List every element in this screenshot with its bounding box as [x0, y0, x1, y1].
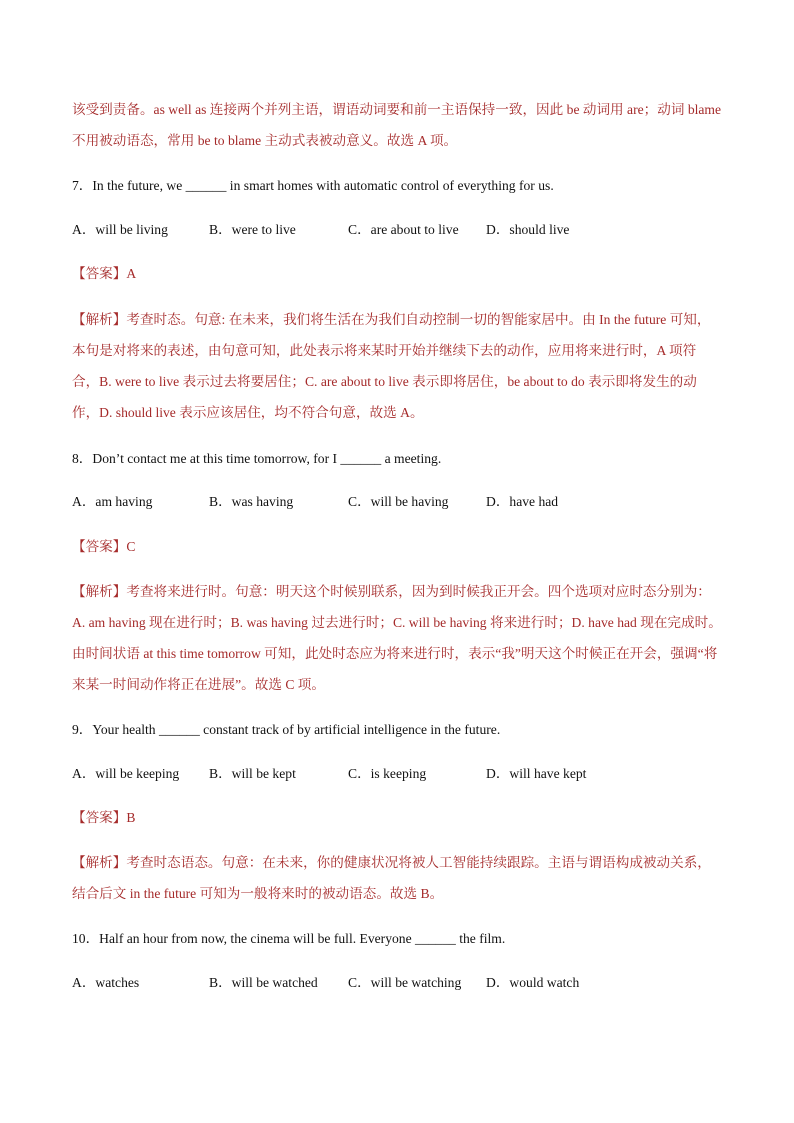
- q9-option-a: A．will be keeping: [72, 766, 180, 781]
- q9-option-d: D．will have kept: [486, 766, 587, 781]
- question-8-answer: [72, 537, 732, 557]
- q7-analysis-line-2: 本句是对将来的表述，由句意可知，此处表示将来某时开始并继续下去的动作，应用将来进行时，A 项符: [72, 343, 697, 358]
- answer-value: A: [126, 266, 137, 281]
- answer-value: B: [126, 810, 136, 825]
- answer-label: 【答案】: [72, 266, 127, 281]
- q8-option-b: B．was having: [209, 494, 294, 509]
- question-7-stem: 7．In the future, we ______ in smart homes with automatic control of everything for us.: [72, 178, 554, 193]
- question-9-answer: [72, 808, 732, 828]
- q8-option-a: A．am having: [72, 494, 153, 509]
- q8-analysis-line-1: 【解析】考查将来进行时。句意：明天这个时候别联系，因为到时候我正开会。四个选项对应时态分别为：: [72, 584, 711, 599]
- q7-option-c: C．are about to live: [348, 222, 459, 237]
- answer-value: C: [126, 539, 136, 554]
- q8-option-c: C．will be having: [348, 494, 449, 509]
- q7-option-a: A．will be living: [72, 222, 168, 237]
- q9-option-b: B．will be kept: [209, 766, 296, 781]
- q9-option-c: C．is keeping: [348, 766, 427, 781]
- answer-label: 【答案】: [72, 539, 127, 554]
- q8-option-d: D．have had: [486, 494, 559, 509]
- q9-analysis-line-1: 【解析】考查时态语态。句意：在未来，你的健康状况将被人工智能持续跟踪。主语与谓语构成被动关系，: [72, 855, 711, 870]
- q7-analysis-line-1: 【解析】考查时态。句意: 在未来，我们将生活在为我们自动控制一切的智能家居中。由 In the future 可知，: [72, 312, 711, 327]
- question-9-stem: 9．Your health ______ constant track of by artificial intelligence in the future.: [72, 722, 501, 737]
- q8-analysis-line-4: 来某一时间动作将正在进展”。故选 C 项。: [72, 677, 325, 692]
- q10-option-b: B．will be watched: [209, 975, 318, 990]
- q7-option-d: D．should live: [486, 222, 570, 237]
- question-7-answer: [72, 264, 732, 284]
- question-10-stem: 10．Half an hour from now, the cinema will be full. Everyone ______ the film.: [72, 931, 506, 946]
- q10-option-c: C．will be watching: [348, 975, 462, 990]
- q9-analysis-line-2: 结合后文 in the future 可知为一般将来时的被动语态。故选 B。: [72, 886, 444, 901]
- q7-analysis-line-4: 作，D. should live 表示应该居住，均不符合句意，故选 A。: [72, 405, 424, 420]
- q7-option-b: B．were to live: [209, 222, 296, 237]
- q8-analysis-line-3: 由时间状语 at this time tomorrow 可知，此处时态应为将来进行时，表示“我”明天这个时候正在开会，强调“将: [72, 646, 718, 661]
- question-8-stem: 8．Don’t contact me at this time tomorrow, for I ______ a meeting.: [72, 451, 442, 466]
- answer-label: 【答案】: [72, 810, 127, 825]
- q10-option-d: D．would watch: [486, 975, 580, 990]
- q8-analysis-line-2: A. am having 现在进行时；B. was having 过去进行时；C. will be having 将来进行时；D. have had 现在完成时。: [72, 615, 722, 630]
- q7-analysis-line-3: 合，B. were to live 表示过去将要居住；C. are about to live 表示即将居住，be about to do 表示即将发生的动: [72, 374, 697, 389]
- prev-analysis-line-1: 该受到责备。as well as 连接两个并列主语，谓语动词要和前一主语保持一致，因此 be 动词用 are；动词 blame: [72, 102, 722, 117]
- prev-analysis-line-2: 不用被动语态，常用 be to blame 主动式表被动意义。故选 A 项。: [72, 133, 458, 148]
- q10-option-a: A．watches: [72, 975, 140, 990]
